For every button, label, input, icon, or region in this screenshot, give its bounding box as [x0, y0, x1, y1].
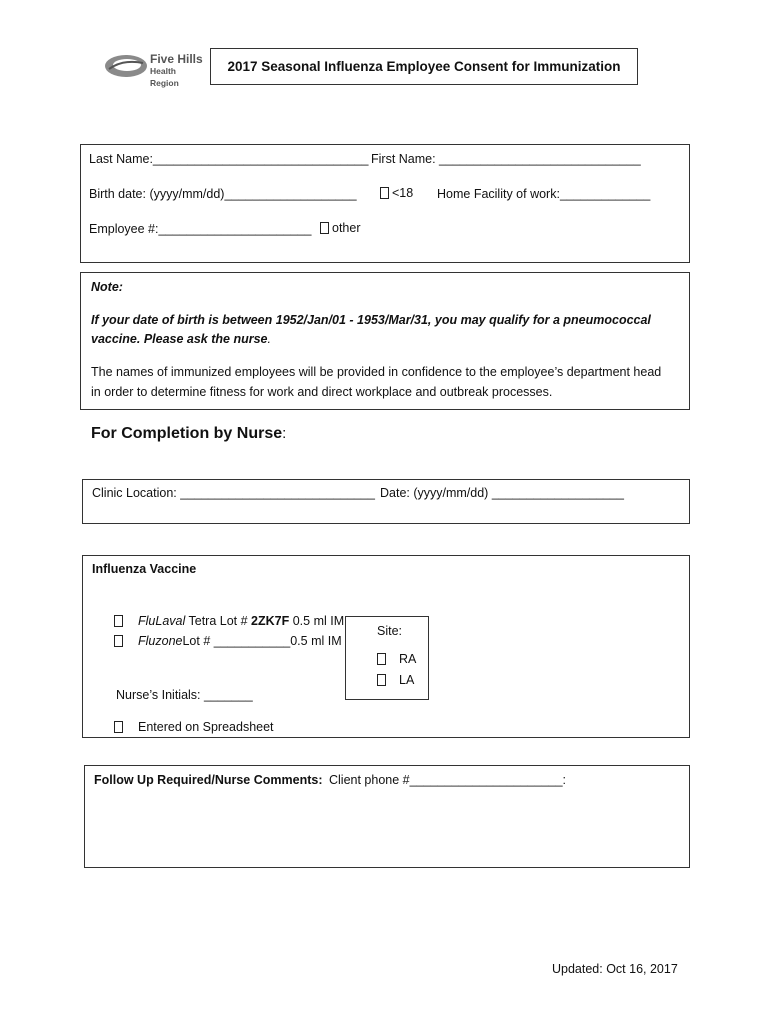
pneumococcal-note-line1: If your date of birth is between 1952/Jan/01 - 1953/Mar/31, you may qualify for a pneumococcal [91, 313, 651, 327]
nurse-section-heading: For Completion by Nurse: [91, 425, 287, 442]
flulaval-option[interactable]: FluLaval Tetra Lot # 2ZK7F 0.5 ml IM [114, 614, 344, 628]
last-name-field[interactable]: Last Name:_______________________________ [89, 152, 369, 166]
logo-name: Five Hills [150, 52, 203, 66]
site-ra-option[interactable]: RA [377, 652, 416, 666]
site-ra-checkbox[interactable] [377, 653, 386, 665]
spreadsheet-checkbox[interactable] [114, 721, 123, 733]
under-18-label: <18 [392, 186, 414, 200]
note-heading: Note: [91, 280, 123, 294]
clinic-location-field[interactable]: Clinic Location: ____________________________ [92, 486, 375, 500]
site-la-checkbox[interactable] [377, 674, 386, 686]
confidentiality-note-line2: in order to determine fitness for work and direct workplace and outbreak processes. [91, 385, 553, 399]
first-name-field[interactable]: First Name: _____________________________ [371, 152, 641, 166]
flulaval-checkbox[interactable] [114, 615, 123, 627]
other-option[interactable] [320, 221, 361, 235]
form-title: 2017 Seasonal Influenza Employee Consent for Immunization [210, 48, 638, 85]
confidentiality-note-line1: The names of immunized employees will be provided in confidence to the employee’s department head [91, 365, 662, 379]
follow-up-label: Follow Up Required/Nurse Comments: [94, 773, 323, 787]
pneumococcal-note-line2: vaccine. Please ask the nurse. [91, 332, 271, 346]
other-checkbox[interactable] [320, 222, 329, 234]
employee-number-field[interactable]: Employee #:______________________ [89, 222, 312, 236]
other-label: other [332, 221, 361, 235]
updated-date: Updated: Oct 16, 2017 [552, 962, 678, 976]
spreadsheet-option[interactable]: Entered on Spreadsheet [114, 720, 274, 734]
fluzone-option[interactable]: FluzoneLot # ___________0.5 ml IM [114, 634, 342, 648]
home-facility-field[interactable]: Home Facility of work:_____________ [437, 187, 651, 201]
birth-date-field[interactable]: Birth date: (yyyy/mm/dd)___________________ [89, 187, 357, 201]
nurse-initials-field[interactable]: Nurse’s Initials: _______ [116, 688, 253, 702]
influenza-vaccine-heading: Influenza Vaccine [92, 562, 197, 576]
five-hills-logo [103, 51, 207, 88]
logo-swirl-icon [103, 51, 149, 81]
site-label: Site: [377, 624, 403, 638]
client-phone-field[interactable]: Client phone #______________________: [329, 773, 567, 787]
under-18-checkbox[interactable] [380, 187, 389, 199]
clinic-date-field[interactable]: Date: (yyyy/mm/dd) ___________________ [380, 486, 624, 500]
fluzone-checkbox[interactable] [114, 635, 123, 647]
site-la-option[interactable]: LA [377, 673, 414, 687]
under-18-option[interactable] [380, 186, 413, 200]
logo-subtitle: Health Region [150, 66, 179, 88]
